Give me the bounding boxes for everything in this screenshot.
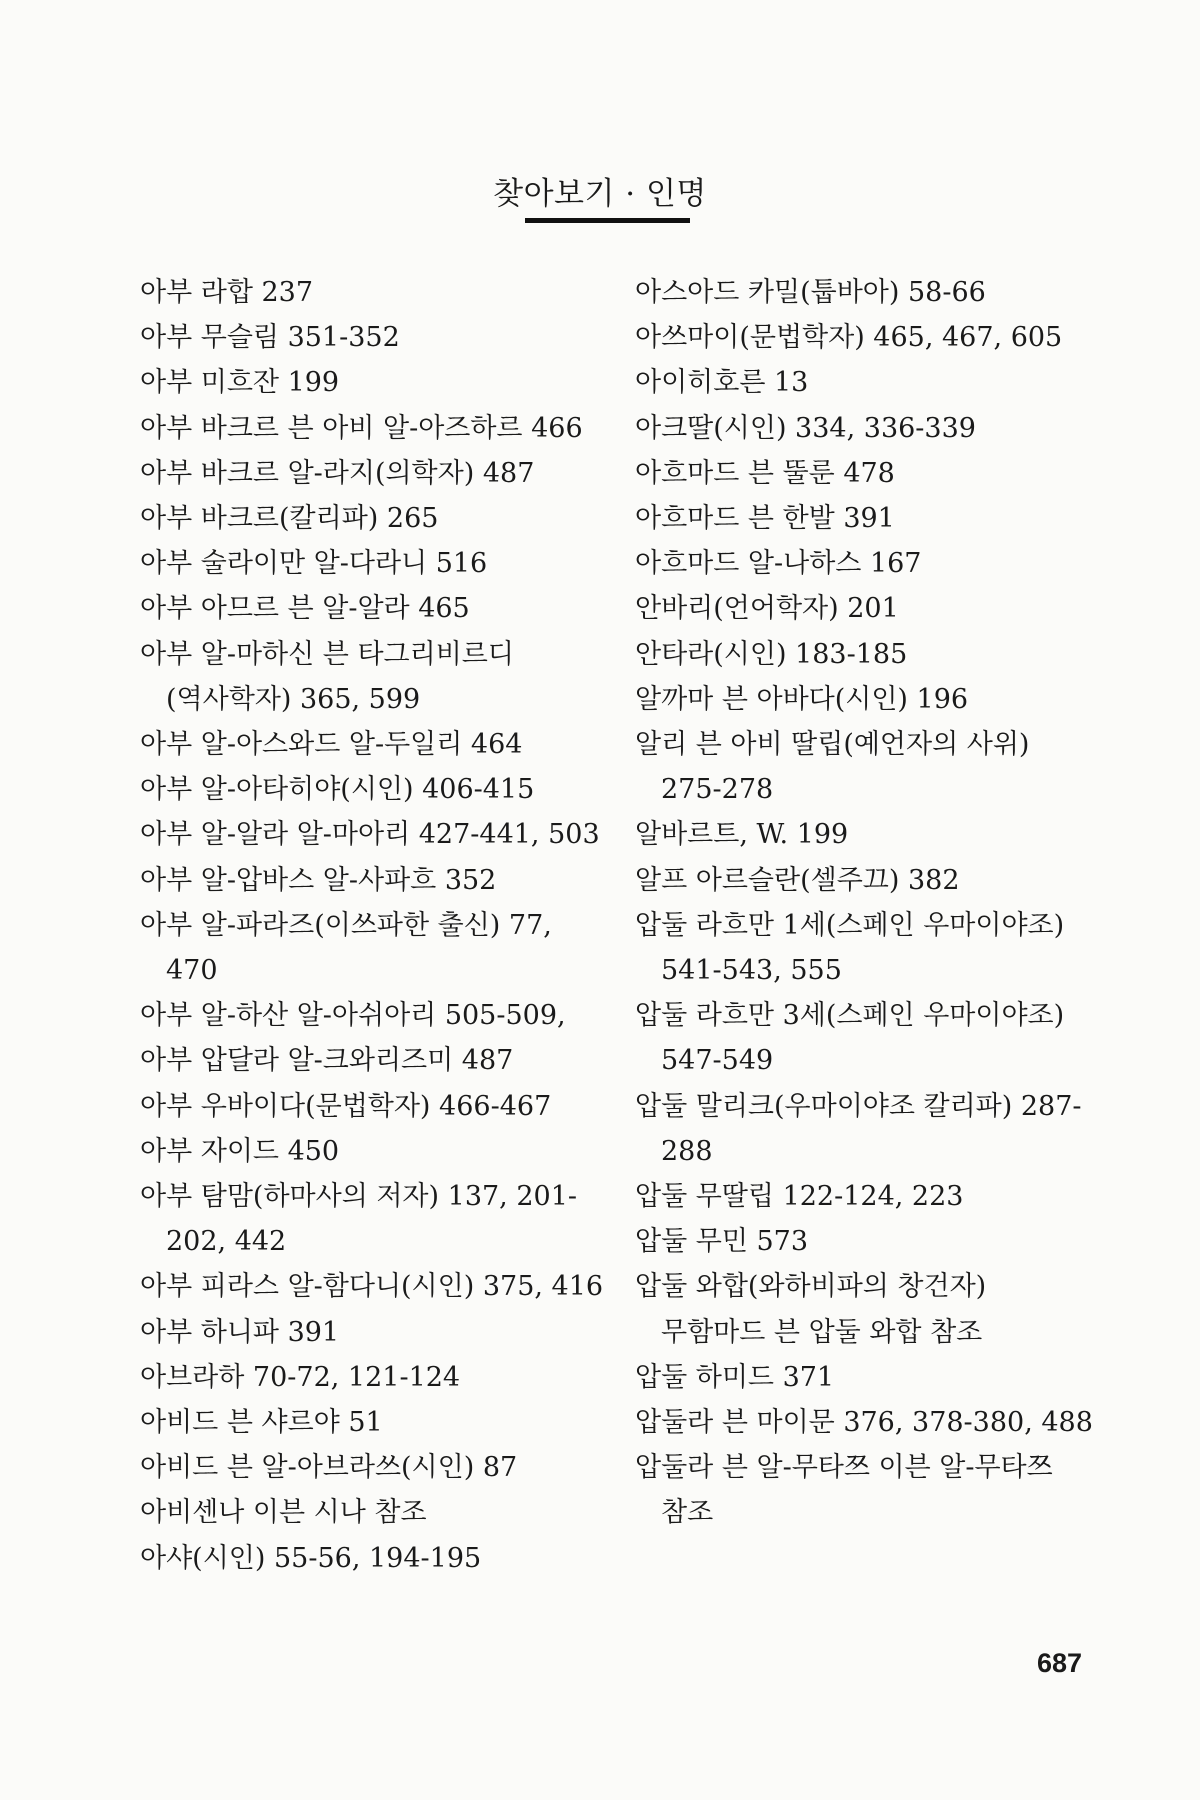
index-entry: 아부 알-압바스 알-사파흐 352: [140, 864, 497, 896]
index-entry: 아샤(시인) 55-56, 194-195: [140, 1542, 482, 1574]
index-entry: 아부 자이드 450: [140, 1135, 340, 1167]
index-entry: 알바르트, W. 199: [635, 819, 849, 851]
index-entry: 아부 알-마하신 븐 타그리비르디(역사학자) 365, 599: [140, 638, 514, 715]
index-entry: 아부 바크르 알-라지(의학자) 487: [140, 457, 535, 489]
index-entry: 압둘 라흐만 1세(스페인 우마이야조) 541-543, 555: [635, 909, 1065, 987]
index-entry: 아스아드 카밀(툽바아) 58-66: [635, 277, 986, 308]
index-entry: 압둘 하미드 371: [635, 1361, 835, 1393]
index-entry: 아부 무슬림 351-352: [140, 322, 400, 354]
index-entry: 아부 바크르(칼리파) 265: [140, 503, 439, 535]
index-entry: 아브라하 70-72, 121-124: [140, 1361, 461, 1393]
index-entry: 압둘라 븐 마이문 376, 378-380, 488: [635, 1407, 1093, 1439]
index-entry: 압둘 무딸립 122-124, 223: [635, 1181, 964, 1213]
index-entry: 아흐마드 븐 한발 391: [635, 503, 895, 535]
index-entry: 아쓰마이(문법학자) 465, 467, 605: [635, 322, 1063, 354]
index-entry: 압둘라 븐 알-무타쯔 이븐 알-무타쯔 참조: [635, 1452, 1053, 1529]
index-entry: 아부 미흐잔 199: [140, 367, 340, 399]
page-number: 687: [1036, 1648, 1082, 1678]
index-entry: 알까마 븐 아바다(시인) 196: [635, 683, 969, 715]
index-entry: 아비센나 이븐 시나 참조: [140, 1497, 427, 1529]
index-entry: 알프 아르슬란(셀주끄) 382: [635, 864, 960, 896]
index-entry: 아부 알-아타히야(시인) 406-415: [140, 774, 535, 806]
index-entry: 아부 바크르 븐 아비 알-아즈하르 466: [140, 412, 583, 444]
index-entry: 아부 하니파 391: [140, 1316, 340, 1348]
left-column: [140, 270, 610, 1581]
index-entry: 안바리(언어학자) 201: [635, 593, 899, 625]
index-entry: 아부 라합 237: [140, 277, 314, 308]
index-entry: 안타라(시인) 183-185: [635, 638, 908, 670]
index-entry: 아비드 븐 샤르야 51: [140, 1407, 383, 1439]
index-entry: 아부 아므르 븐 알-알라 465: [140, 593, 470, 625]
index-entry: 아흐마드 븐 뚤룬 478: [635, 457, 895, 489]
index-entry: 압둘 라흐만 3세(스페인 우마이야조) 547-549: [635, 1000, 1065, 1077]
index-entry: 압둘 와합(와하비파의 창건자) 무함마드 븐 압둘 와합 참조: [635, 1271, 987, 1348]
index-entry: 아부 압달라 알-크와리즈미 487: [140, 1045, 514, 1077]
index-entry: 아부 알-아스와드 알-두일리 464: [140, 729, 523, 761]
index-entry: 아비드 븐 알-아브라쓰(시인) 87: [140, 1452, 518, 1484]
index-entry: 아부 우바이다(문법학자) 466-467: [140, 1090, 552, 1122]
index-entry: 아부 피라스 알-함다니(시인) 375, 416: [140, 1271, 604, 1303]
index-entry: 아흐마드 알-나하스 167: [635, 548, 922, 580]
index-entry: 아부 술라이만 알-다라니 516: [140, 548, 488, 580]
index-entry: 압둘 무민 573: [635, 1226, 809, 1258]
index-entry: 아이히호른 13: [635, 367, 809, 399]
index-entry: 아부 탐맘(하마사의 저자) 137, 201-202, 442: [140, 1181, 577, 1258]
index-entry: 아부 알-알라 알-마아리 427-441, 503: [140, 819, 600, 851]
index-entry: 아부 알-파라즈(이쓰파한 출신) 77, 470: [140, 909, 552, 987]
title-underline: [525, 218, 690, 223]
index-entry: 아크딸(시인) 334, 336-339: [635, 412, 976, 444]
right-column: [635, 270, 1095, 1536]
index-entry: 아부 알-하산 알-아쉬아리 505-509,: [140, 1000, 566, 1032]
index-entry: 압둘 말리크(우마이야조 칼리파) 287-288: [635, 1090, 1082, 1167]
index-entry: 알리 븐 아비 딸립(예언자의 사위) 275-278: [635, 729, 1030, 806]
page-title: 찾아보기 · 인명: [493, 176, 707, 212]
